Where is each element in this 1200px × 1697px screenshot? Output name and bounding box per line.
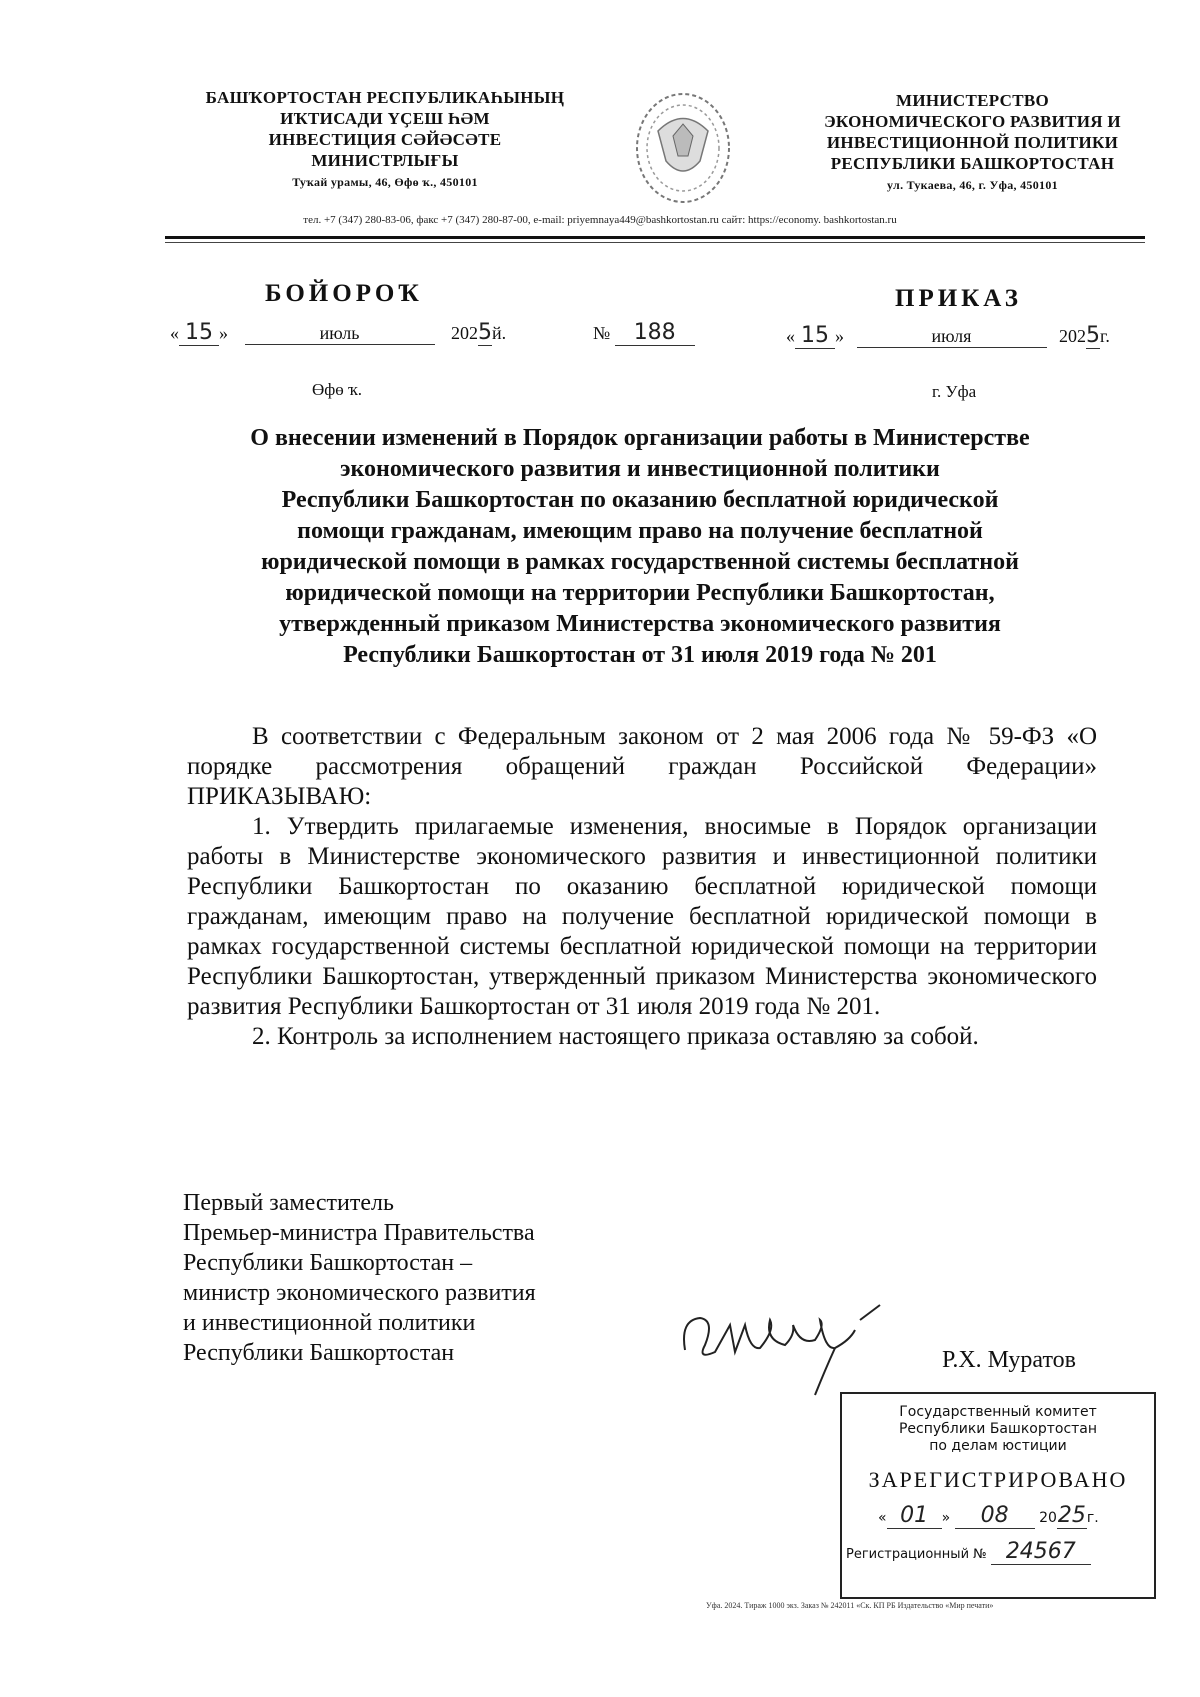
registration-stamp: [840, 1392, 1156, 1599]
print-footer: Уфа. 2024. Тираж 1000 экз. Заказ № 242011 «Ск. КП РБ Издательство «Мир печати»: [706, 1601, 994, 1610]
header-contacts: тел. +7 (347) 280-83-06, факс +7 (347) 280-87-00, e-mail: priyemnaya449@bashkortostan.ru сайт: https://economy. bashkortostan.ru: [303, 214, 897, 226]
signatory-name: Р.Х. Муратов: [942, 1347, 1076, 1373]
document-body: [187, 722, 1097, 1052]
date-russian: « 15 » июля 2025г.: [786, 323, 1110, 348]
stamp-date: « 01 » 08 2025г.: [878, 1503, 1099, 1528]
stamp-org: Государственный комитет Республики Башкортостан по делам юстиции: [898, 1404, 1098, 1454]
signatory-position: Первый заместитель Премьер-министра Правительства Республики Башкортостан – министр экономического развития и инвестиционной политики Республики Башкортостан: [183, 1190, 536, 1366]
city-bashkir: Өфө ҡ.: [312, 380, 363, 399]
header-org-bashkir: БАШҠОРТОСТАН РЕСПУБЛИКАҺЫНЫҢ ИҠТИСАДИ ҮҪЕШ ҺӘМ ИНВЕСТИЦИЯ СӘЙӘСӘТЕ МИНИСТРЛЫҒЫ Туҡай урамы, 46, Өфө ҡ., 450101: [165, 87, 605, 190]
preamble-paragraph: В соответствии с Федеральным законом от 2 мая 2006 года № 59-ФЗ «О порядке рассмотрения обращений граждан Российской Федерации» ПРИКАЗЫВАЮ:: [187, 723, 1097, 810]
document-title: О внесении изменений в Порядок организации работы в Министерстве экономического развития и инвестиционной политики Республики Башкортостан по оказанию бесплатной юридической помощи гражданам, имеющим право на получение бесплатной юридической помощи в рамках государственной системы бесплатной юридической помощи на территории Республики Башкортостан, утвержденный приказом Министерства экономического развития Республики Башкортостан от 31 июля 2019 года № 201: [250, 425, 1030, 668]
order-title-russian: ПРИКАЗ: [895, 285, 1022, 312]
stamp-registered-label: ЗАРЕГИСТРИРОВАНО: [868, 1467, 1128, 1492]
date-day: 15: [179, 320, 219, 346]
city-russian: г. Уфа: [932, 382, 977, 401]
header-divider-thin: [165, 242, 1145, 243]
handwritten-signature: [675, 1290, 905, 1400]
date-day: 15: [795, 323, 835, 349]
item-1-paragraph: 1. Утвердить прилагаемые изменения, вносимые в Порядок организации работы в Министерстве экономического развития и инвестиционной политики Республики Башкортостан по оказанию бесплатной юридической помощи гражданам, имеющим право на получение бесплатной юридической помощи в рамках государственной системы бесплатной юридической помощи на территории Республики Башкортостан, утвержденный приказом Министерства экономического развития Республики Башкортостан от 31 июля 2019 года № 201.: [187, 813, 1097, 1020]
order-number: № 188: [593, 320, 695, 346]
header-org-russian: МИНИСТЕРСТВО ЭКОНОМИЧЕСКОГО РАЗВИТИЯ И ИНВЕСТИЦИОННОЙ ПОЛИТИКИ РЕСПУБЛИКИ БАШКОРТОСТАН ул. Тукаева, 46, г. Уфа, 450101: [775, 90, 1170, 193]
order-title-bashkir: БОЙОРОҠ: [265, 280, 423, 307]
date-month: июля: [857, 326, 1047, 348]
header-divider: [165, 236, 1145, 239]
header-address-russian: ул. Тукаева, 46, г. Уфа, 450101: [887, 178, 1058, 192]
item-2-paragraph: 2. Контроль за исполнением настоящего приказа оставляю за собой.: [252, 1023, 979, 1050]
date-month: июль: [245, 323, 435, 345]
coat-of-arms-emblem: [628, 86, 738, 206]
date-bashkir: « 15 » июль 2025й.: [170, 320, 507, 345]
header-address-bashkir: Туҡай урамы, 46, Өфө ҡ., 450101: [292, 175, 478, 189]
stamp-reg-number: Регистрационный № 24567: [842, 1539, 1154, 1565]
